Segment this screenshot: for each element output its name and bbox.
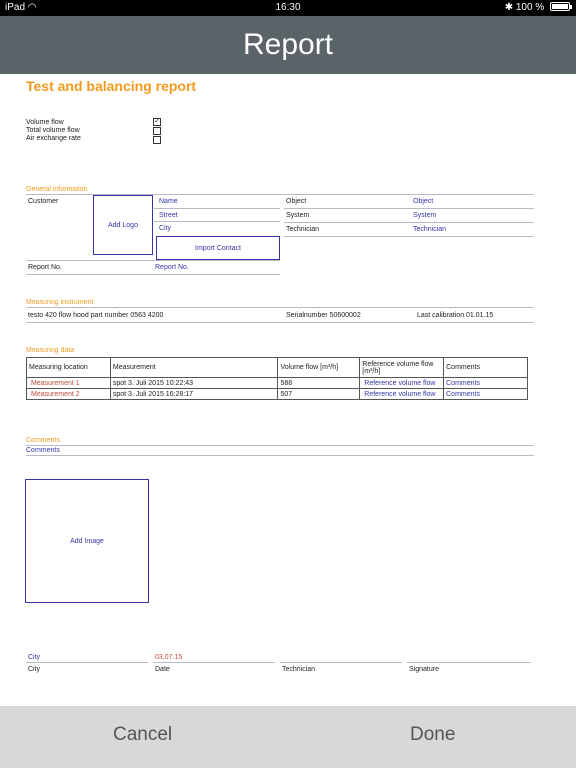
contact-name-field[interactable]: Name [159, 198, 178, 205]
object-label: Object [286, 198, 307, 205]
section-heading-measuring: Measuring data [26, 347, 75, 354]
city-label: City [28, 666, 41, 673]
status-time: 16:30 [275, 2, 301, 13]
cancel-button[interactable]: Cancel [113, 724, 173, 745]
signature-label: Signature [409, 666, 439, 673]
report-no-label: Report No. [28, 264, 62, 271]
divider [26, 322, 534, 323]
date-label: Date [155, 666, 170, 673]
report-title: Test and balancing report [26, 78, 197, 94]
measurement-cell: spot 3. Juli 2015 16:28:17 [110, 389, 278, 400]
status-bar [0, 0, 576, 16]
table-header-row [27, 358, 528, 378]
contact-city-field[interactable]: City [159, 225, 172, 232]
technician-field[interactable]: Technician [413, 226, 447, 233]
divider [26, 662, 148, 663]
divider [26, 455, 534, 456]
reference-volume-cell[interactable]: Reference volume flow [360, 389, 444, 400]
comments-field[interactable]: Comments [26, 447, 60, 454]
signature-date-field[interactable]: 03.07.15 [155, 654, 183, 661]
technician-label: Technician [286, 226, 320, 233]
add-logo-label: Add Logo [108, 221, 138, 229]
object-field[interactable]: Object [413, 198, 434, 205]
measuring-data-table [26, 357, 528, 400]
divider [284, 208, 534, 209]
reference-volume-cell[interactable]: Reference volume flow [360, 378, 444, 389]
checkbox-label-volume-flow: Volume flow [26, 119, 64, 126]
page-title: Report [242, 28, 334, 61]
done-button[interactable]: Done [410, 724, 456, 745]
bottom-toolbar [0, 706, 576, 768]
section-heading-comments: Comments [26, 437, 60, 444]
checkmark-icon: ✓ [154, 118, 160, 125]
divider [154, 208, 280, 209]
signature-technician-label: Technician [282, 666, 316, 673]
measurement-location-cell[interactable]: Measurement 2 [27, 389, 111, 400]
column-header: Volume flow [m³/h] [278, 358, 360, 378]
battery-icon [550, 2, 570, 11]
system-label: System [286, 212, 310, 219]
device-name: iPad [5, 2, 26, 13]
comments-cell[interactable]: Comments [444, 378, 528, 389]
signature-line [407, 662, 531, 663]
volume-flow-cell: 507 [278, 389, 360, 400]
checkbox-volume-flow[interactable] [153, 118, 161, 126]
instrument-name: testo 420 flow hood part number 0563 4200 [28, 312, 164, 319]
column-header: Measurement [110, 358, 278, 378]
instrument-calibration: Last calibration 01.01.15 [417, 312, 494, 319]
measurement-cell: spot 3. Juli 2015 10:22:43 [110, 378, 278, 389]
add-image-button[interactable] [25, 479, 149, 603]
wifi-icon: ◠ [27, 2, 37, 13]
divider [284, 222, 534, 223]
bluetooth-icon: ✱ [504, 2, 514, 13]
status-right [505, 2, 570, 13]
divider [26, 445, 534, 446]
checkbox-total-volume-flow[interactable] [153, 127, 161, 135]
contact-street-field[interactable]: Street [159, 212, 178, 219]
volume-flow-cell: 588 [278, 378, 360, 389]
comments-cell[interactable]: Comments [444, 389, 528, 400]
import-contact-button[interactable] [156, 236, 280, 260]
divider [26, 307, 534, 308]
customer-label: Customer [28, 198, 59, 205]
divider [26, 260, 280, 261]
table-row [27, 378, 528, 389]
column-header: Measuring location [27, 358, 111, 378]
section-heading-general: General information [26, 186, 88, 193]
checkbox-air-exchange-rate[interactable] [153, 136, 161, 144]
column-header: Reference volume flow [m³/h] [360, 358, 444, 378]
divider [153, 662, 275, 663]
technician-signature-line [280, 662, 402, 663]
battery-percent: 100 % [515, 2, 545, 13]
instrument-serial: Serialnumber 50600002 [286, 312, 361, 319]
section-heading-instrument: Measuring instrument [26, 299, 94, 306]
system-field[interactable]: System [413, 212, 437, 219]
checkbox-label-air-exchange-rate: Air exchange rate [26, 135, 81, 142]
checkbox-label-total-volume-flow: Total volume flow [26, 127, 80, 134]
navigation-bar [0, 16, 576, 74]
add-logo-button[interactable] [93, 195, 153, 255]
import-contact-label: Import Contact [195, 244, 241, 252]
report-no-field[interactable]: Report No. [155, 264, 189, 271]
divider [154, 221, 280, 222]
table-row [27, 389, 528, 400]
column-header: Comments [444, 358, 528, 378]
measurement-location-cell[interactable]: Measurement 1 [27, 378, 111, 389]
report-document[interactable] [0, 74, 576, 706]
divider [26, 274, 280, 275]
divider [284, 236, 534, 237]
add-image-label: Add Image [70, 537, 104, 545]
signature-city-field[interactable]: City [28, 654, 41, 661]
